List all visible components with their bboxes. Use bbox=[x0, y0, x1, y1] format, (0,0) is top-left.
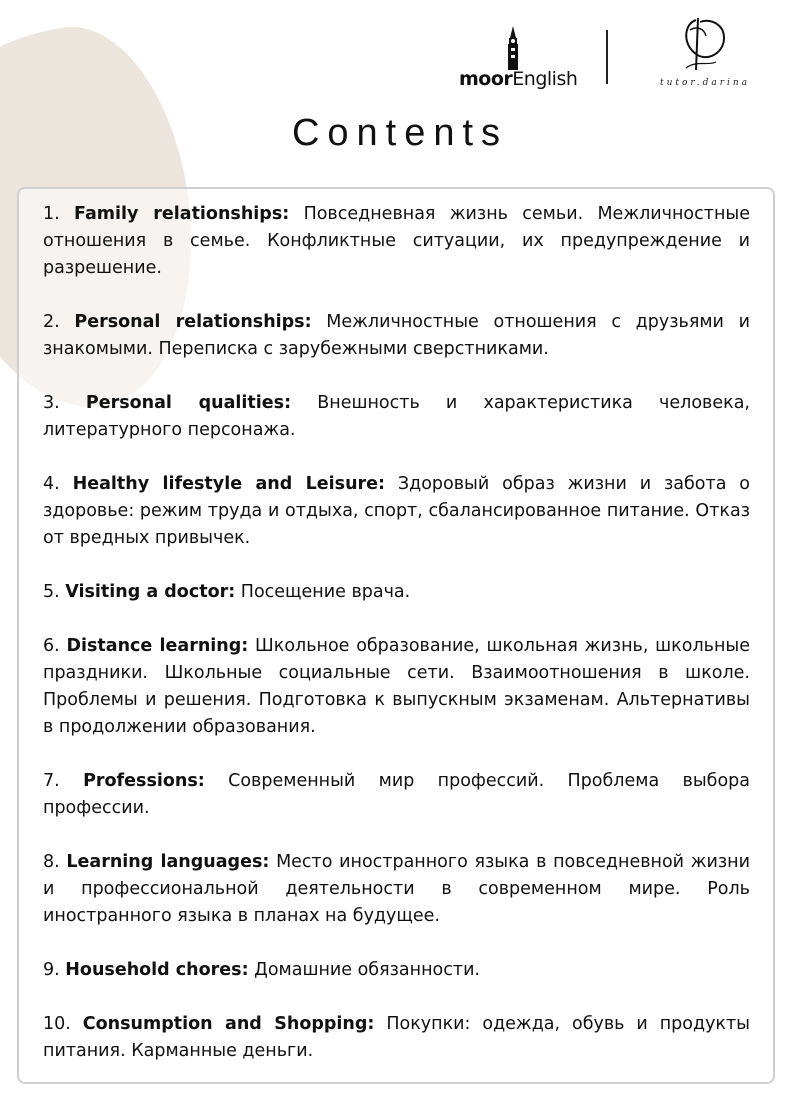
contents-list bbox=[43, 201, 750, 1092]
item-description: Внешность и характеристика человека, литературного персонажа. bbox=[43, 393, 750, 440]
item-description: Школьное образование, школьная жизнь, школьные праздники. Школьные социальные сети. Взаимоотношения в школе. Проблемы и решения. Подготовка к выпускным экзаменам. Альтернативы в продолжении образования. bbox=[43, 636, 750, 737]
list-item bbox=[43, 849, 750, 930]
item-topic: Family relationships: bbox=[74, 204, 290, 224]
item-topic: Healthy lifestyle and Leisure: bbox=[72, 474, 386, 494]
page-title: Contents bbox=[291, 112, 509, 154]
item-description: Современный мир профессий. Проблема выбора профессии. bbox=[43, 771, 750, 818]
item-number: 5. bbox=[43, 582, 60, 602]
item-topic: Personal qualities: bbox=[85, 393, 292, 413]
item-topic: Consumption and Shopping: bbox=[82, 1014, 375, 1034]
tutor-darina-logo bbox=[650, 14, 760, 94]
item-topic: Visiting a doctor: bbox=[65, 582, 236, 602]
list-item bbox=[43, 579, 750, 606]
item-description: Здоровый образ жизни и забота о здоровье: режим труда и отдыха, спорт, сбалансированное питание. Отказ от вредных привычек. bbox=[43, 474, 750, 548]
list-item bbox=[43, 390, 750, 444]
list-item bbox=[43, 768, 750, 822]
item-description: Повседневная жизнь семьи. Межличностные отношения в семье. Конфликтные ситуации, их предупреждение и разрешение. bbox=[43, 204, 750, 278]
item-topic: Household chores: bbox=[65, 960, 249, 980]
brand-name-bold: moor bbox=[459, 68, 513, 90]
item-number: 3. bbox=[43, 393, 60, 413]
list-item bbox=[43, 1011, 750, 1065]
brand-name-light: English bbox=[512, 68, 578, 90]
item-number: 9. bbox=[43, 960, 60, 980]
list-item bbox=[43, 201, 750, 282]
item-description: Посещение врача. bbox=[240, 582, 411, 602]
item-number: 1. bbox=[43, 204, 60, 224]
header-divider bbox=[606, 30, 608, 84]
item-description: Межличностные отношения с друзьями и знакомыми. Переписка с зарубежными сверстниками. bbox=[43, 312, 750, 359]
item-number: 7. bbox=[43, 771, 60, 791]
item-description: Домашние обязанности. bbox=[254, 960, 480, 980]
item-topic: Distance learning: bbox=[66, 636, 249, 656]
list-item bbox=[43, 471, 750, 552]
list-item bbox=[43, 633, 750, 741]
page-header bbox=[0, 12, 800, 92]
big-ben-tower-icon bbox=[505, 26, 521, 70]
item-number: 2. bbox=[43, 312, 60, 332]
item-topic: Learning languages: bbox=[66, 852, 270, 872]
item-number: 6. bbox=[43, 636, 60, 656]
moorenglish-logo bbox=[459, 26, 579, 88]
item-topic: Professions: bbox=[83, 771, 205, 791]
item-topic: Personal relationships: bbox=[74, 312, 312, 332]
calligraphic-monogram-icon bbox=[666, 14, 736, 76]
item-number: 10. bbox=[43, 1014, 71, 1034]
item-description: Покупки: одежда, обувь и продукты питания. Карманные деньги. bbox=[43, 1014, 751, 1061]
list-item bbox=[43, 957, 750, 984]
list-item bbox=[43, 309, 750, 363]
item-number: 4. bbox=[43, 474, 60, 494]
tutor-name: tutor.darina bbox=[659, 78, 751, 88]
item-number: 8. bbox=[43, 852, 60, 872]
item-description: Место иностранного языка в повседневной жизни и профессиональной деятельности в современном мире. Роль иностранного языка в планах на будущее. bbox=[43, 852, 750, 926]
